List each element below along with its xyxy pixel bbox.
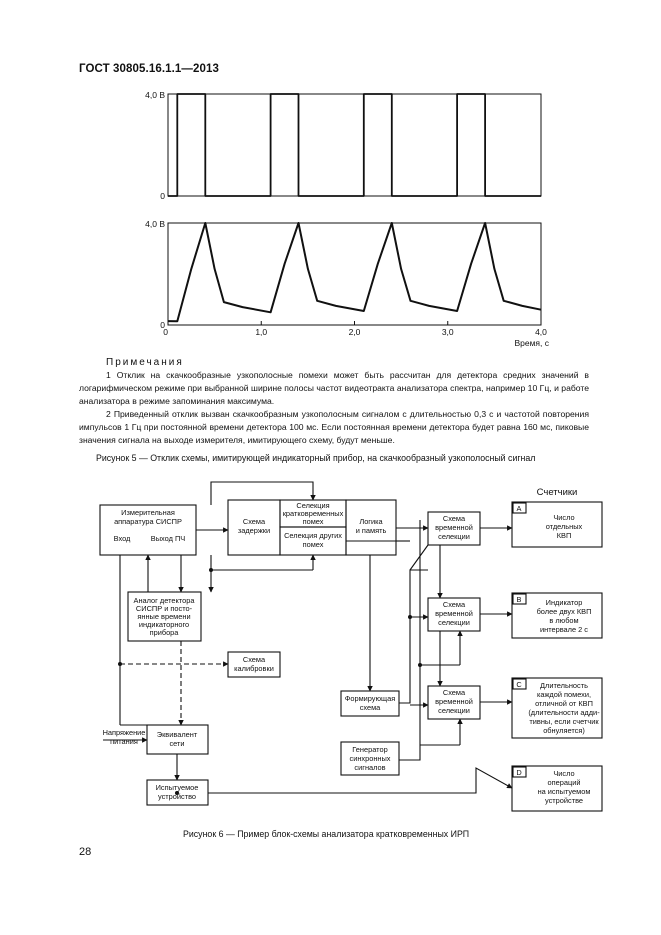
square-wave-chart — [145, 90, 541, 201]
svg-text:Аналог детектора: Аналог детектора — [133, 596, 195, 605]
svg-text:селекции: селекции — [438, 706, 470, 715]
document-header: ГОСТ 30805.16.1.1—2013 — [79, 63, 219, 75]
x-tick-label: 4,0 — [535, 327, 547, 337]
svg-text:задержки: задержки — [237, 526, 271, 535]
svg-text:помех: помех — [302, 517, 324, 526]
counters-title: Счетчики — [536, 487, 578, 498]
x-tick-label: 1,0 — [255, 327, 268, 337]
svg-text:Эквивалент: Эквивалент — [156, 730, 198, 739]
svg-text:A: A — [516, 504, 522, 513]
svg-text:Схема: Схема — [242, 655, 266, 664]
block-diagram — [0, 480, 661, 820]
y-tick-label: 0 — [160, 191, 165, 201]
svg-text:селекции: селекции — [438, 618, 470, 627]
svg-text:обнуляется): обнуляется) — [543, 726, 585, 735]
svg-text:C: C — [516, 680, 522, 689]
svg-text:устройство: устройство — [157, 792, 197, 801]
svg-text:Измерительная: Измерительная — [121, 508, 175, 517]
svg-text:B: B — [516, 595, 522, 604]
svg-text:Число: Число — [553, 513, 575, 522]
svg-text:Выход ПЧ: Выход ПЧ — [150, 534, 186, 543]
svg-text:каждой помехи,: каждой помехи, — [536, 690, 592, 699]
svg-text:Вход: Вход — [113, 534, 131, 543]
svg-text:временной: временной — [435, 523, 473, 532]
svg-text:временной: временной — [435, 697, 473, 706]
svg-text:Генератор: Генератор — [352, 745, 388, 754]
svg-text:тивны, если счетчик: тивны, если счетчик — [529, 717, 599, 726]
svg-text:синхронных: синхронных — [349, 754, 391, 763]
svg-text:индикаторного: индикаторного — [138, 620, 190, 629]
svg-text:сигналов: сигналов — [354, 763, 386, 772]
svg-text:Формирующая: Формирующая — [344, 694, 396, 703]
svg-text:питания: питания — [110, 737, 138, 746]
svg-text:калибровки: калибровки — [234, 664, 274, 673]
x-tick-label: 3,0 — [441, 327, 454, 337]
svg-text:Логика: Логика — [359, 517, 383, 526]
svg-text:сети: сети — [169, 739, 185, 748]
series-line — [168, 94, 541, 196]
svg-text:Схема: Схема — [442, 688, 466, 697]
svg-text:Схема: Схема — [442, 600, 466, 609]
svg-text:помех: помех — [302, 540, 324, 549]
svg-text:Селекция: Селекция — [296, 501, 330, 510]
svg-text:на испытуемом: на испытуемом — [537, 787, 591, 796]
svg-text:селекции: селекции — [438, 532, 470, 541]
svg-text:более двух КВП: более двух КВП — [536, 607, 592, 616]
y-tick-label: 4,0 В — [145, 219, 165, 229]
svg-text:интервале 2 с: интервале 2 с — [539, 625, 589, 634]
svg-text:Число: Число — [553, 769, 575, 778]
svg-text:отличной от КВП: отличной от КВП — [535, 699, 593, 708]
svg-text:Индикатор: Индикатор — [545, 598, 583, 607]
x-axis-label: Время, с — [514, 338, 549, 348]
svg-text:D: D — [516, 768, 522, 777]
response-chart — [145, 219, 550, 348]
svg-text:в любом: в любом — [549, 616, 579, 625]
y-tick-label: 0 — [160, 320, 165, 330]
svg-text:схема: схема — [359, 703, 381, 712]
notes-title: Примечания — [106, 357, 184, 368]
svg-text:Испытуемое: Испытуемое — [155, 783, 199, 792]
figure5-charts — [0, 0, 661, 360]
svg-text:Схема: Схема — [242, 517, 266, 526]
series-line — [168, 223, 541, 321]
svg-text:СИСПР и посто-: СИСПР и посто- — [135, 604, 193, 613]
svg-text:(длительности адди-: (длительности адди- — [528, 708, 600, 717]
svg-text:Схема: Схема — [442, 514, 466, 523]
svg-text:и память: и память — [355, 526, 387, 535]
svg-text:Селекция других: Селекция других — [284, 531, 342, 540]
figure6-caption: Рисунок 6 — Пример блок-схемы анализатора кратковременных ИРП — [183, 829, 470, 839]
svg-text:устройстве: устройстве — [544, 796, 584, 805]
svg-text:временной: временной — [435, 609, 473, 618]
svg-text:кратковременных: кратковременных — [282, 509, 344, 518]
svg-text:Напряжение: Напряжение — [102, 728, 146, 737]
svg-text:прибора: прибора — [149, 628, 179, 637]
svg-text:операций: операций — [547, 778, 581, 787]
svg-text:КВП: КВП — [556, 531, 572, 540]
figure5-caption: Рисунок 5 — Отклик схемы, имитирующей индикаторный прибор, на скачкообразный узкополосный сигнал — [96, 453, 536, 463]
svg-text:Длительность: Длительность — [540, 681, 588, 690]
x-tick-label: 0 — [163, 327, 168, 337]
note-2: 2 Приведенный отклик вызван скачкообразным узкополосным сигналом с длительностью 0,3 с и частотой повторения импульсов 1 Гц при постоянной времени детектора 100 мс. Если постоянная времени детектора будет равна 160 мс, пиковые значения сигнала на выходе измерителя, имитирующего схему, будут меньше. — [79, 409, 589, 445]
page-number: 28 — [79, 846, 92, 858]
y-tick-label: 4,0 В — [145, 90, 165, 100]
svg-text:аппаратура СИСПР: аппаратура СИСПР — [114, 517, 182, 526]
x-tick-label: 2,0 — [348, 327, 361, 337]
svg-text:отдельных: отдельных — [545, 522, 583, 531]
note-1: 1 Отклик на скачкообразные узкополосные помехи может быть рассчитан для детектора средних значений в логарифмическом режиме при выбранной ширине полосы частот видеотракта анализатора спектра, например 10 Гц, и работе анализатора в режиме запоминания максимума. — [79, 370, 589, 406]
svg-text:янные времени: янные времени — [137, 612, 191, 621]
